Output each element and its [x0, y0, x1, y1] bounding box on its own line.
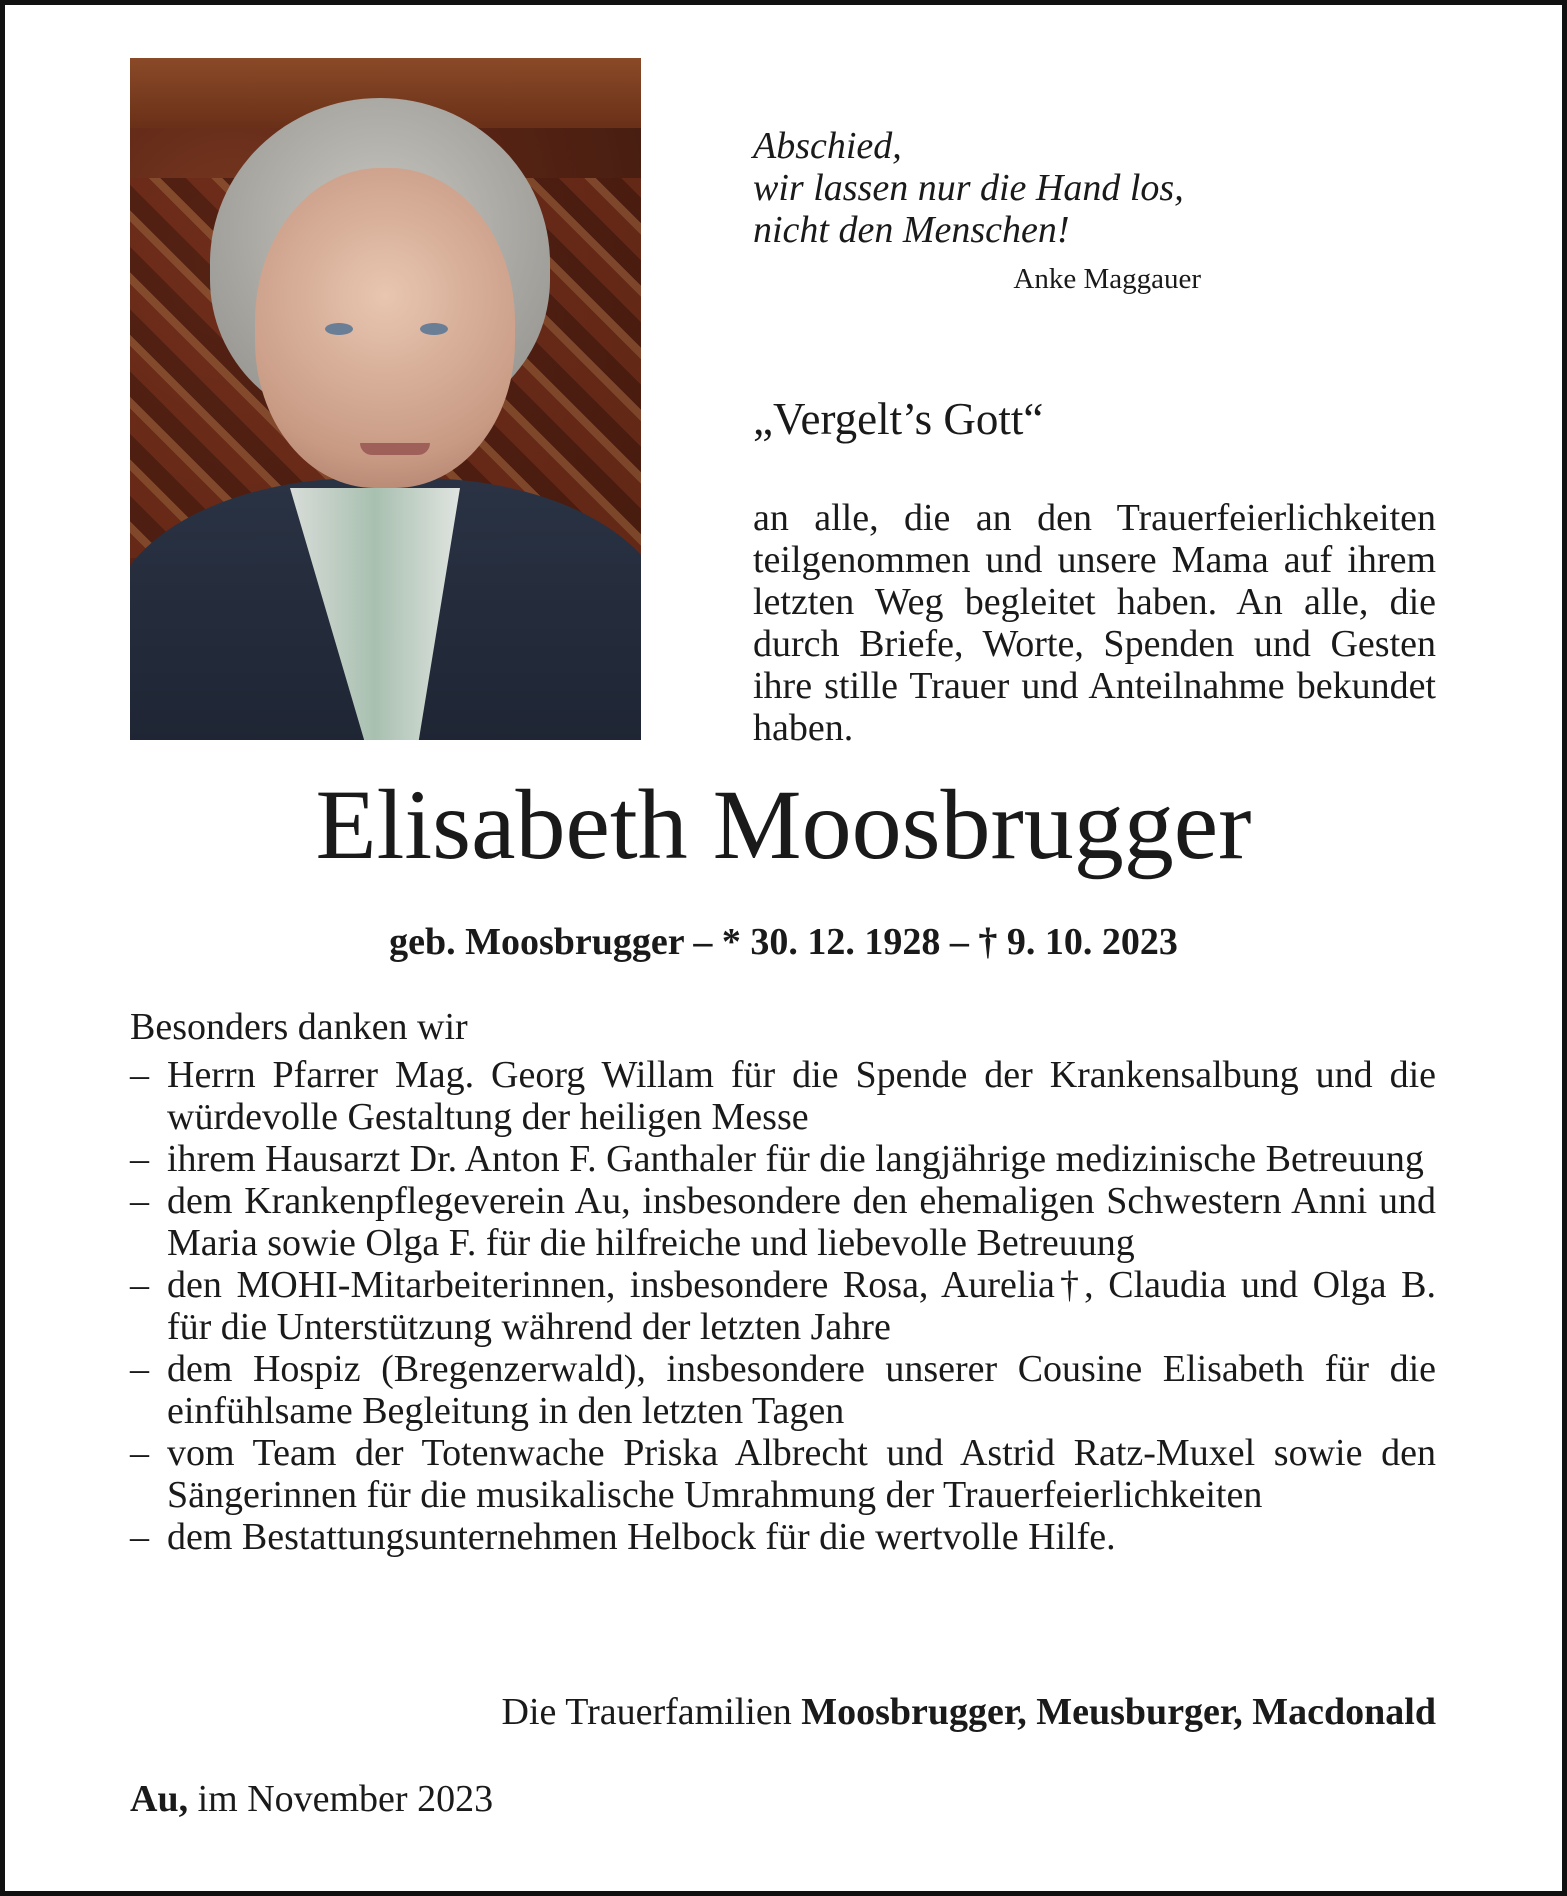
list-dash: –	[130, 1264, 149, 1306]
list-item	[130, 1138, 1436, 1180]
list-item-text: den MOHI-Mitarbeiterinnen, insbesondere Rosa, Aurelia†, Claudia und Olga B. für die Unterstützung während der letzten Jahre	[167, 1264, 1436, 1348]
list-item	[130, 1348, 1436, 1432]
list-dash: –	[130, 1432, 149, 1474]
quote-line: nicht den Menschen!	[753, 209, 1070, 251]
portrait-photo	[130, 58, 641, 740]
list-item-text: vom Team der Totenwache Priska Albrecht und Astrid Ratz-Muxel sowie den Sängerinnen für die musikalische Umrahmung der Trauerfeierlichkeiten	[167, 1432, 1436, 1516]
list-item-text: dem Hospiz (Bregenzerwald), insbesondere unserer Cousine Elisabeth für die einfühlsame Begleitung in den letzten Tagen	[167, 1348, 1436, 1432]
list-item-text: ihrem Hausarzt Dr. Anton F. Ganthaler für die langjährige medizinische Betreuung	[167, 1138, 1424, 1180]
list-item	[130, 1180, 1436, 1264]
list-dash: –	[130, 1348, 149, 1390]
signature-families: Moosbrugger, Meusburger, Macdonald	[801, 1691, 1436, 1733]
list-dash: –	[130, 1516, 149, 1558]
thanks-list	[130, 1054, 1436, 1558]
signature-prefix: Die Trauerfamilien	[501, 1691, 792, 1733]
thanks-intro: Besonders danken wir	[130, 1006, 468, 1048]
photo-eye	[420, 323, 448, 335]
date: im November 2023	[197, 1778, 494, 1820]
deceased-name: Elisabeth Moosbrugger	[315, 769, 1252, 880]
signature	[130, 1690, 1436, 1734]
quote-line: wir lassen nur die Hand los,	[753, 167, 1184, 209]
list-item-text: dem Bestattungsunternehmen Helbock für die wertvolle Hilfe.	[167, 1516, 1116, 1558]
list-item	[130, 1516, 1436, 1558]
photo-face	[255, 168, 515, 488]
list-dash: –	[130, 1180, 149, 1222]
photo-mouth	[360, 443, 430, 455]
list-item-text: Herrn Pfarrer Mag. Georg Willam für die Spende der Krankensalbung und die würdevolle Gestaltung der heiligen Messe	[167, 1054, 1436, 1138]
quote-author: Anke Maggauer	[1013, 263, 1201, 295]
list-item	[130, 1432, 1436, 1516]
quote-line: Abschied,	[753, 125, 902, 167]
thanks-title: „Vergelt’s Gott“	[753, 394, 1044, 444]
list-item-text: dem Krankenpflegeverein Au, insbesondere den ehemaligen Schwestern Anni und Maria sowie Olga F. für die hilfreiche und liebevolle Betreuung	[167, 1180, 1436, 1264]
list-item	[130, 1264, 1436, 1348]
thanks-text: an alle, die an den Trauerfeierlichkeiten teilgenommen und unsere Mama auf ihrem letzten Weg begleitet haben. An alle, die durch Briefe, Worte, Spenden und Gesten ihre stille Trauer und Anteilnahme bekundet haben.	[753, 497, 1436, 749]
list-item	[130, 1054, 1436, 1138]
photo-eye	[325, 323, 353, 335]
list-dash: –	[130, 1054, 149, 1096]
list-dash: –	[130, 1138, 149, 1180]
place: Au,	[130, 1778, 189, 1820]
quote	[753, 125, 1184, 251]
place-date	[130, 1777, 493, 1821]
deceased-dates: geb. Moosbrugger – * 30. 12. 1928 – † 9. 10. 2023	[389, 921, 1178, 963]
